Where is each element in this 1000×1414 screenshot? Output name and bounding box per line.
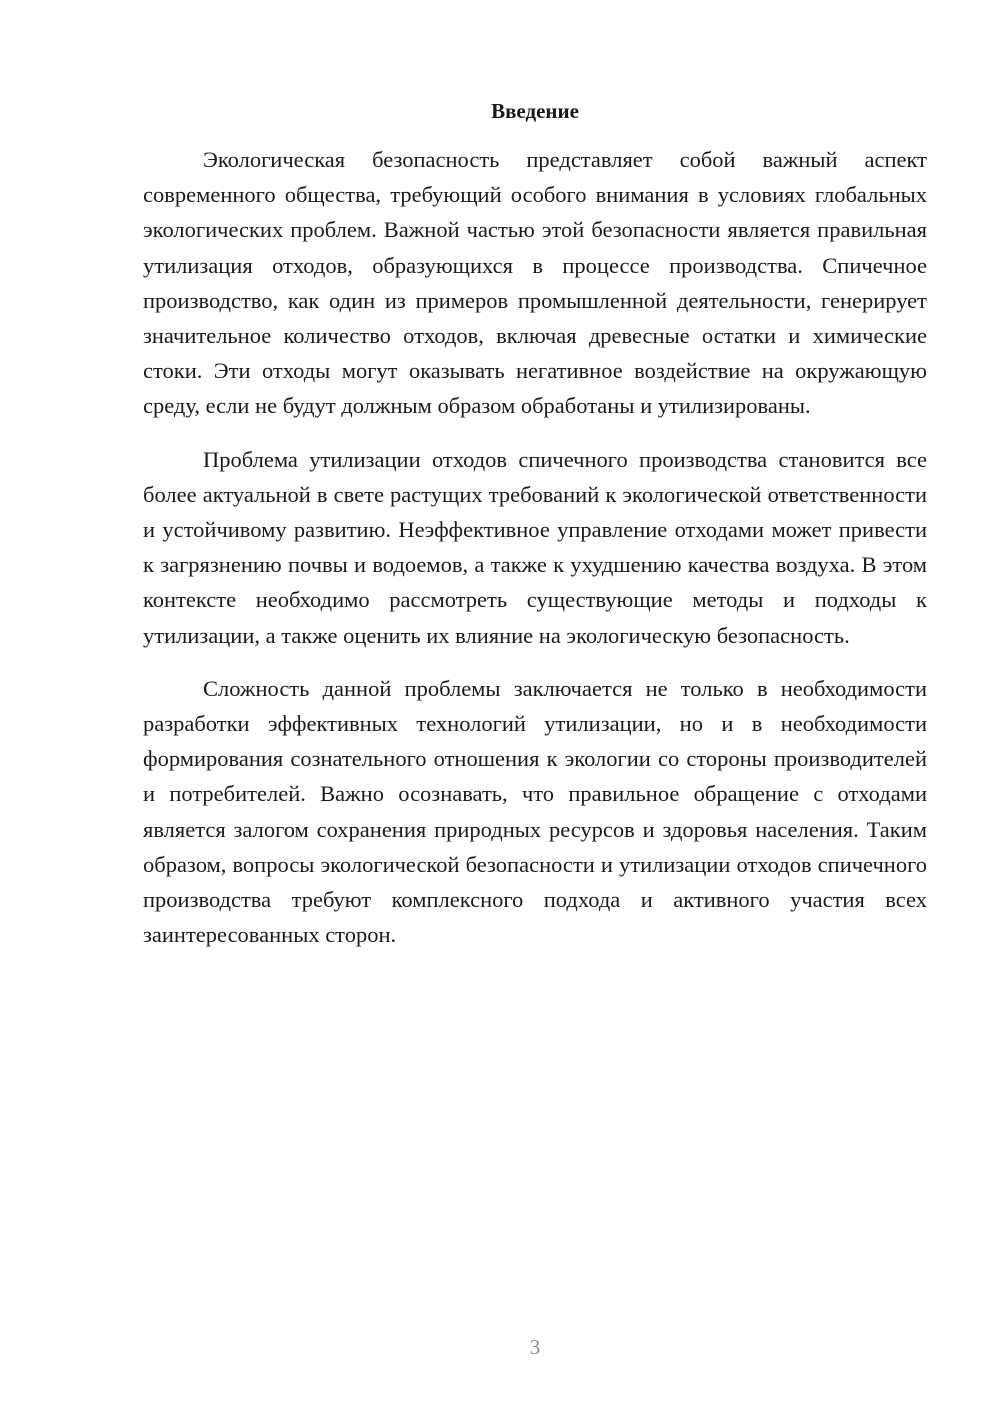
- paragraph-2: Проблема утилизации отходов спичечного производства становится все более актуальной в свете растущих требований к экологической ответственности и устойчивому развитию. Неэффективное управление отходами может привести к загрязнению почвы и водоемов, а также к ухудшению качества воздуха. В этом контексте необходимо рассмотреть существующие методы и подходы к утилизации, а также оценить их влияние на экологическую безопасность.: [143, 446, 927, 648]
- section-heading: Введение: [491, 99, 579, 123]
- body-text: [143, 142, 927, 970]
- paragraph-3: Сложность данной проблемы заключается не только в необходимости разработки эффективных технологий утилизации, но и в необходимости формирования сознательного отношения к экологии со стороны производителей и потребителей. Важно осознавать, что правильное обращение с отходами является залогом сохранения природных ресурсов и здоровья населения. Таким образом, вопросы экологической безопасности и утилизации отходов спичечного производства требуют комплексного подхода и активного участия всех заинтересованных сторон.: [143, 675, 927, 948]
- paragraph-1: Экологическая безопасность представляет собой важный аспект современного общества, требующий особого внимания в условиях глобальных экологических проблем. Важной частью этой безопасности является правильная утилизация отходов, образующихся в процессе производства. Спичечное производство, как один из примеров промышленной деятельности, генерирует значительное количество отходов, включая древесные остатки и химические стоки. Эти отходы могут оказывать негативное воздействие на окружающую среду, если не будут должным образом обработаны и утилизированы.: [143, 147, 927, 419]
- page-number: 3: [529, 1335, 541, 1359]
